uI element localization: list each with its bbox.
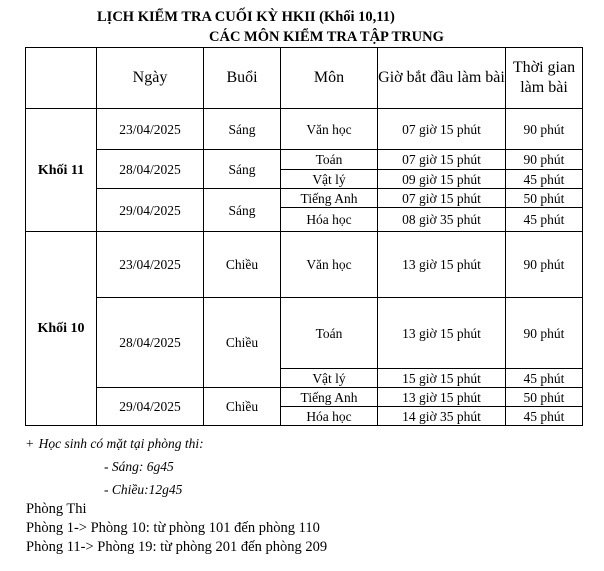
header-mon: Môn <box>281 48 378 109</box>
document-subtitle: CÁC MÔN KIỂM TRA TẬP TRUNG <box>209 29 444 45</box>
date-cell: 28/04/2025 <box>97 298 204 388</box>
duration-cell: 45 phút <box>506 208 583 232</box>
rooms-heading: Phòng Thi <box>26 501 87 517</box>
rooms-line-1: Phòng 1-> Phòng 10: từ phòng 101 đến phòng 110 <box>26 520 320 536</box>
start-time-cell: 15 giờ 15 phút <box>378 369 506 388</box>
subject-cell: Hóa học <box>281 208 378 232</box>
table-row <box>26 189 583 208</box>
header-row <box>26 48 583 109</box>
table-row <box>26 388 583 407</box>
session-cell: Sáng <box>204 109 281 150</box>
subject-cell: Hóa học <box>281 407 378 426</box>
duration-cell: 90 phút <box>506 232 583 298</box>
header-empty <box>26 48 97 109</box>
subject-cell: Văn học <box>281 109 378 150</box>
duration-cell: 90 phút <box>506 150 583 170</box>
grade-10-label: Khối 10 <box>26 232 97 426</box>
exam-schedule-table <box>25 47 583 426</box>
start-time-cell: 07 giờ 15 phút <box>378 109 506 150</box>
start-time-cell: 09 giờ 15 phút <box>378 170 506 189</box>
start-time-cell: 14 giờ 35 phút <box>378 407 506 426</box>
start-time-cell: 13 giờ 15 phút <box>378 232 506 298</box>
morning-time-note: - Sáng: 6g45 <box>104 459 174 474</box>
header-gio: Giờ bắt đầu làm bài <box>378 48 506 109</box>
duration-cell: 90 phút <box>506 298 583 369</box>
subject-cell: Toán <box>281 298 378 369</box>
table-row <box>26 109 583 150</box>
attendance-note-text: Học sinh có mặt tại phòng thi: <box>38 436 204 451</box>
plus-icon: + <box>26 436 34 451</box>
header-ngay: Ngày <box>97 48 204 109</box>
subject-cell: Toán <box>281 150 378 170</box>
attendance-note <box>26 436 204 452</box>
subject-cell: Vật lý <box>281 170 378 189</box>
subject-cell: Tiếng Anh <box>281 388 378 407</box>
afternoon-time-note: - Chiều:12g45 <box>104 482 183 497</box>
duration-cell: 50 phút <box>506 189 583 208</box>
session-cell: Sáng <box>204 150 281 189</box>
start-time-cell: 07 giờ 15 phút <box>378 189 506 208</box>
duration-cell: 45 phút <box>506 170 583 189</box>
date-cell: 29/04/2025 <box>97 388 204 426</box>
start-time-cell: 08 giờ 35 phút <box>378 208 506 232</box>
duration-cell: 90 phút <box>506 109 583 150</box>
duration-cell: 45 phút <box>506 407 583 426</box>
session-cell: Sáng <box>204 189 281 232</box>
document-title: LỊCH KIỂM TRA CUỐI KỲ HKII (Khối 10,11) <box>97 9 395 25</box>
start-time-cell: 13 giờ 15 phút <box>378 388 506 407</box>
session-cell: Chiều <box>204 298 281 388</box>
session-cell: Chiều <box>204 388 281 426</box>
duration-cell: 50 phút <box>506 388 583 407</box>
date-cell: 29/04/2025 <box>97 189 204 232</box>
table-row <box>26 150 583 170</box>
header-buoi: Buổi <box>204 48 281 109</box>
rooms-line-2: Phòng 11-> Phòng 19: từ phòng 201 đến phòng 209 <box>26 539 328 555</box>
start-time-cell: 13 giờ 15 phút <box>378 298 506 369</box>
date-cell: 23/04/2025 <box>97 109 204 150</box>
session-cell: Chiều <box>204 232 281 298</box>
subject-cell: Văn học <box>281 232 378 298</box>
start-time-cell: 07 giờ 15 phút <box>378 150 506 170</box>
table-row <box>26 298 583 369</box>
date-cell: 23/04/2025 <box>97 232 204 298</box>
subject-cell: Vật lý <box>281 369 378 388</box>
header-thoigian: Thời gian làm bài <box>506 48 583 109</box>
date-cell: 28/04/2025 <box>97 150 204 189</box>
subject-cell: Tiếng Anh <box>281 189 378 208</box>
grade-11-label: Khối 11 <box>26 109 97 232</box>
duration-cell: 45 phút <box>506 369 583 388</box>
table-row <box>26 232 583 298</box>
